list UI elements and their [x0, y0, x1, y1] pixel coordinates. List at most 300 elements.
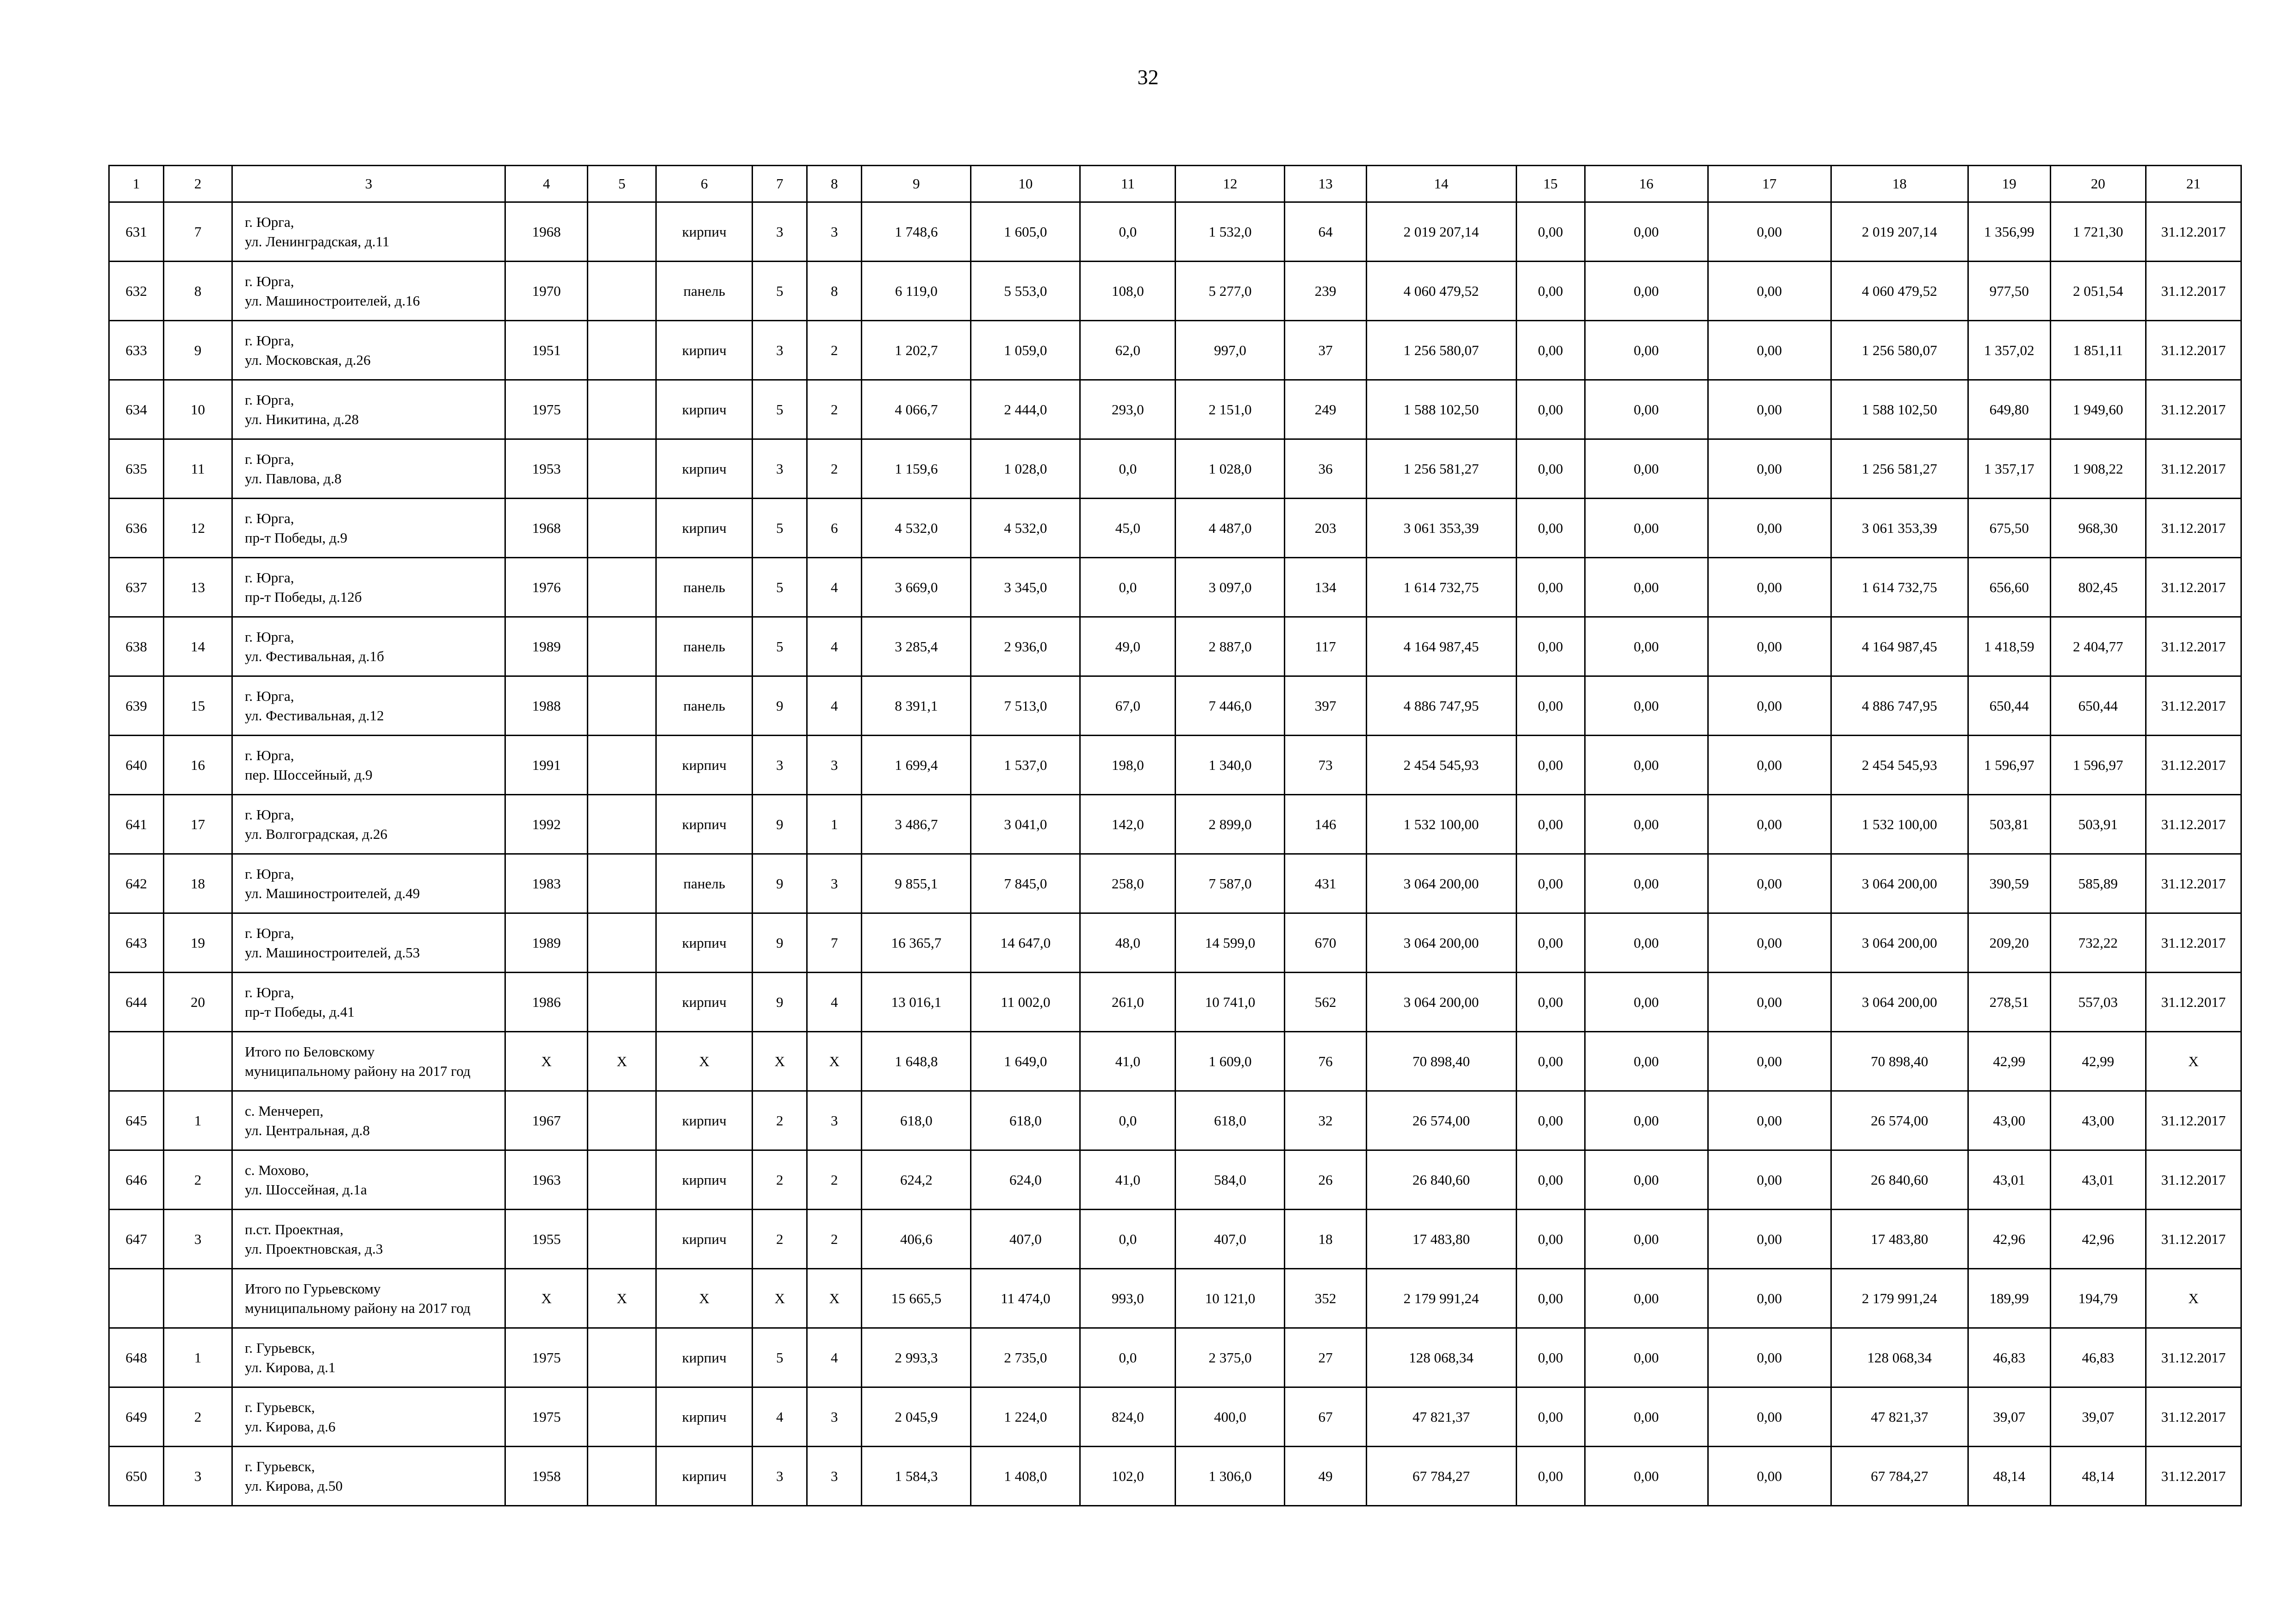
table-cell-col-13: 249	[1285, 380, 1366, 439]
table-cell-col-20: 802,45	[2050, 558, 2146, 617]
table-cell-col-13: 352	[1285, 1269, 1366, 1328]
table-cell-col-20: 43,00	[2050, 1091, 2146, 1150]
table-cell-col-1: 648	[109, 1328, 164, 1387]
table-cell-col-4: 1955	[505, 1210, 588, 1269]
address-line-1: г. Гурьевск,	[245, 1458, 315, 1474]
table-cell-col-15: 0,00	[1516, 1447, 1585, 1506]
table-cell-col-15: 0,00	[1516, 380, 1585, 439]
table-cell-col-19: 675,50	[1968, 499, 2050, 558]
table-cell-col-9: 3 285,4	[862, 617, 971, 676]
column-number-header: 4	[505, 166, 588, 202]
table-cell-col-16: 0,00	[1585, 262, 1708, 321]
table-cell-col-20: 585,89	[2050, 854, 2146, 913]
table-cell-col-10: 11 474,0	[971, 1269, 1080, 1328]
column-number-header: 16	[1585, 166, 1708, 202]
table-cell-col-9: 6 119,0	[862, 262, 971, 321]
table-cell-col-10: 2 735,0	[971, 1328, 1080, 1387]
table-cell-col-6: кирпич	[656, 913, 753, 973]
table-cell-col-21: 31.12.2017	[2146, 1210, 2241, 1269]
table-cell-col-1: 644	[109, 973, 164, 1032]
table-cell-col-5	[588, 321, 656, 380]
address-line-1: г. Гурьевск,	[245, 1339, 315, 1356]
table-cell-col-8: 4	[807, 617, 862, 676]
table-cell-col-11: 0,0	[1080, 1328, 1176, 1387]
column-number-header: 3	[232, 166, 505, 202]
table-cell-col-11: 0,0	[1080, 439, 1176, 499]
table-cell-col-4: X	[505, 1269, 588, 1328]
table-cell-col-15: 0,00	[1516, 854, 1585, 913]
table-cell-col-14: 4 164 987,45	[1366, 617, 1516, 676]
column-number-header: 7	[753, 166, 807, 202]
table-cell-col-17: 0,00	[1708, 262, 1831, 321]
table-cell-col-18: 4 164 987,45	[1831, 617, 1968, 676]
table-cell-col-17: 0,00	[1708, 736, 1831, 795]
table-cell-col-2: 12	[164, 499, 232, 558]
table-cell-col-9: 3 486,7	[862, 795, 971, 854]
table-cell-col-6: кирпич	[656, 321, 753, 380]
table-cell-col-20: 1 851,11	[2050, 321, 2146, 380]
table-cell-col-1: 647	[109, 1210, 164, 1269]
table-cell-col-9: 9 855,1	[862, 854, 971, 913]
table-row	[109, 1447, 2241, 1506]
column-number-header: 14	[1366, 166, 1516, 202]
table-cell-col-12: 3 097,0	[1176, 558, 1285, 617]
table-cell-col-14: 1 588 102,50	[1366, 380, 1516, 439]
table-cell-col-2: 1	[164, 1091, 232, 1150]
column-number-header: 15	[1516, 166, 1585, 202]
table-cell-col-13: 36	[1285, 439, 1366, 499]
table-cell-col-15: 0,00	[1516, 1328, 1585, 1387]
table-cell-col-7: 9	[753, 795, 807, 854]
table-cell-col-19: 278,51	[1968, 973, 2050, 1032]
table-cell-col-14: 3 064 200,00	[1366, 854, 1516, 913]
address-line-1: г. Юрга,	[245, 865, 294, 882]
table-header	[109, 166, 2241, 202]
table-cell-col-19: 390,59	[1968, 854, 2050, 913]
table-cell-col-14: 70 898,40	[1366, 1032, 1516, 1091]
table-cell-col-18: 128 068,34	[1831, 1328, 1968, 1387]
table-cell-col-21: 31.12.2017	[2146, 736, 2241, 795]
table-cell-col-10: 3 345,0	[971, 558, 1080, 617]
table-cell-col-6: кирпич	[656, 1447, 753, 1506]
table-cell-col-6: кирпич	[656, 499, 753, 558]
table-cell-col-7: 9	[753, 913, 807, 973]
table-cell-col-10: 2 444,0	[971, 380, 1080, 439]
table-cell-col-1: 646	[109, 1150, 164, 1210]
table-cell-col-4: 1983	[505, 854, 588, 913]
address-line-2: ул. Ленинградская, д.11	[245, 233, 390, 250]
address-line-2: ул. Никитина, д.28	[245, 411, 359, 427]
table-cell-col-7: 5	[753, 1328, 807, 1387]
table-cell-col-11: 45,0	[1080, 499, 1176, 558]
table-cell-col-7: X	[753, 1269, 807, 1328]
table-cell-col-12: 14 599,0	[1176, 913, 1285, 973]
address-cell	[232, 262, 505, 321]
column-number-header: 6	[656, 166, 753, 202]
column-number-header: 5	[588, 166, 656, 202]
address-line-1: г. Юрга,	[245, 510, 294, 526]
table-cell-col-8: 7	[807, 913, 862, 973]
table-cell-col-2	[164, 1032, 232, 1091]
table-cell-col-21: 31.12.2017	[2146, 795, 2241, 854]
table-cell-col-12: 407,0	[1176, 1210, 1285, 1269]
table-cell-col-7: 5	[753, 499, 807, 558]
table-cell-col-17: 0,00	[1708, 1210, 1831, 1269]
table-cell-col-12: 1 609,0	[1176, 1032, 1285, 1091]
table-cell-col-20: 2 051,54	[2050, 262, 2146, 321]
table-cell-col-14: 3 064 200,00	[1366, 973, 1516, 1032]
column-number-header: 18	[1831, 166, 1968, 202]
table-cell-col-13: 18	[1285, 1210, 1366, 1269]
table-cell-col-15: 0,00	[1516, 1387, 1585, 1447]
table-cell-col-20: 1 596,97	[2050, 736, 2146, 795]
table-cell-col-9: 4 532,0	[862, 499, 971, 558]
address-line-2: муниципальному району на 2017 год	[245, 1062, 471, 1079]
address-line-2: ул. Кирова, д.50	[245, 1477, 343, 1494]
table-cell-col-2: 11	[164, 439, 232, 499]
address-line-2: пр-т Победы, д.12б	[245, 588, 362, 605]
table-cell-col-2: 15	[164, 676, 232, 736]
address-line-2: ул. Проектновская, д.3	[245, 1240, 383, 1257]
table-cell-col-17: 0,00	[1708, 617, 1831, 676]
table-cell-col-8: 1	[807, 795, 862, 854]
table-cell-col-2: 1	[164, 1328, 232, 1387]
table-cell-col-13: 670	[1285, 913, 1366, 973]
table-cell-col-7: 3	[753, 439, 807, 499]
table-cell-col-1: 642	[109, 854, 164, 913]
table-cell-col-17: 0,00	[1708, 973, 1831, 1032]
table-cell-col-16: 0,00	[1585, 1032, 1708, 1091]
table-cell-col-11: 258,0	[1080, 854, 1176, 913]
table-cell-col-12: 10 741,0	[1176, 973, 1285, 1032]
table-row	[109, 202, 2241, 262]
table-row	[109, 617, 2241, 676]
table-cell-col-8: X	[807, 1032, 862, 1091]
table-cell-col-9: 15 665,5	[862, 1269, 971, 1328]
table-cell-col-21: 31.12.2017	[2146, 1091, 2241, 1150]
table-cell-col-9: 1 648,8	[862, 1032, 971, 1091]
table-cell-col-14: 4 886 747,95	[1366, 676, 1516, 736]
table-cell-col-8: 3	[807, 202, 862, 262]
table-cell-col-10: 4 532,0	[971, 499, 1080, 558]
table-cell-col-10: 407,0	[971, 1210, 1080, 1269]
table-cell-col-17: 0,00	[1708, 795, 1831, 854]
table-cell-col-14: 128 068,34	[1366, 1328, 1516, 1387]
table-cell-col-20: 48,14	[2050, 1447, 2146, 1506]
table-cell-col-6: кирпич	[656, 1210, 753, 1269]
address-line-2: ул. Кирова, д.1	[245, 1359, 336, 1375]
table-cell-col-14: 2 019 207,14	[1366, 202, 1516, 262]
table-cell-col-2: 19	[164, 913, 232, 973]
address-line-2: ул. Машиностроителей, д.49	[245, 885, 420, 901]
table-cell-col-12: 7 446,0	[1176, 676, 1285, 736]
table-cell-col-18: 3 064 200,00	[1831, 854, 1968, 913]
column-number-row	[109, 166, 2241, 202]
table-row	[109, 380, 2241, 439]
table-cell-col-4: 1988	[505, 676, 588, 736]
table-cell-col-14: 1 614 732,75	[1366, 558, 1516, 617]
table-cell-col-6: X	[656, 1269, 753, 1328]
table-cell-col-21: 31.12.2017	[2146, 676, 2241, 736]
table-cell-col-19: 39,07	[1968, 1387, 2050, 1447]
table-cell-col-16: 0,00	[1585, 676, 1708, 736]
table-cell-col-15: 0,00	[1516, 499, 1585, 558]
table-row	[109, 558, 2241, 617]
address-cell	[232, 380, 505, 439]
table-cell-col-18: 17 483,80	[1831, 1210, 1968, 1269]
table-cell-col-4: 1975	[505, 1387, 588, 1447]
table-cell-col-8: 2	[807, 380, 862, 439]
table-cell-col-7: 4	[753, 1387, 807, 1447]
column-number-header: 10	[971, 166, 1080, 202]
table-cell-col-2: 8	[164, 262, 232, 321]
table-cell-col-16: 0,00	[1585, 202, 1708, 262]
table-row	[109, 499, 2241, 558]
table-cell-col-21: 31.12.2017	[2146, 973, 2241, 1032]
address-line-1: п.ст. Проектная,	[245, 1221, 343, 1237]
address-cell	[232, 617, 505, 676]
table-cell-col-11: 198,0	[1080, 736, 1176, 795]
table-cell-col-15: 0,00	[1516, 202, 1585, 262]
table-cell-col-2: 16	[164, 736, 232, 795]
table-cell-col-10: 1 028,0	[971, 439, 1080, 499]
table-cell-col-20: 1 721,30	[2050, 202, 2146, 262]
table-cell-col-17: 0,00	[1708, 321, 1831, 380]
table-cell-col-4: 1963	[505, 1150, 588, 1210]
column-number-header: 19	[1968, 166, 2050, 202]
table-cell-col-5	[588, 380, 656, 439]
address-line-1: Итого по Беловскому	[245, 1043, 375, 1060]
table-cell-col-8: 3	[807, 736, 862, 795]
column-number-header: 9	[862, 166, 971, 202]
table-cell-col-15: 0,00	[1516, 1032, 1585, 1091]
table-cell-col-12: 2 899,0	[1176, 795, 1285, 854]
table-cell-col-21: 31.12.2017	[2146, 1387, 2241, 1447]
column-number-header: 13	[1285, 166, 1366, 202]
table-cell-col-2	[164, 1269, 232, 1328]
table-cell-col-6: кирпич	[656, 380, 753, 439]
table-cell-col-19: 1 356,99	[1968, 202, 2050, 262]
table-cell-col-18: 1 256 581,27	[1831, 439, 1968, 499]
table-cell-col-21: 31.12.2017	[2146, 913, 2241, 973]
housing-register-table	[108, 165, 2242, 1506]
table-cell-col-19: 189,99	[1968, 1269, 2050, 1328]
table-cell-col-12: 997,0	[1176, 321, 1285, 380]
table-cell-col-7: X	[753, 1032, 807, 1091]
table-cell-col-4: 1968	[505, 499, 588, 558]
table-cell-col-16: 0,00	[1585, 499, 1708, 558]
table-cell-col-12: 4 487,0	[1176, 499, 1285, 558]
table-cell-col-19: 46,83	[1968, 1328, 2050, 1387]
table-row	[109, 1150, 2241, 1210]
table-cell-col-4: 1951	[505, 321, 588, 380]
address-cell	[232, 973, 505, 1032]
table-cell-col-10: 2 936,0	[971, 617, 1080, 676]
address-cell	[232, 854, 505, 913]
table-cell-col-8: 4	[807, 1328, 862, 1387]
table-cell-col-5	[588, 439, 656, 499]
table-cell-col-2: 20	[164, 973, 232, 1032]
table-cell-col-15: 0,00	[1516, 262, 1585, 321]
table-cell-col-14: 17 483,80	[1366, 1210, 1516, 1269]
address-cell	[232, 676, 505, 736]
address-line-2: ул. Центральная, д.8	[245, 1122, 370, 1138]
table-cell-col-4: 1991	[505, 736, 588, 795]
table-cell-col-10: 618,0	[971, 1091, 1080, 1150]
table-cell-col-13: 32	[1285, 1091, 1366, 1150]
table-cell-col-8: 8	[807, 262, 862, 321]
table-cell-col-16: 0,00	[1585, 321, 1708, 380]
table-cell-col-21: 31.12.2017	[2146, 1447, 2241, 1506]
table-cell-col-10: 1 224,0	[971, 1387, 1080, 1447]
table-cell-col-5	[588, 1210, 656, 1269]
table-row	[109, 913, 2241, 973]
table-cell-col-6: панель	[656, 676, 753, 736]
table-cell-col-6: кирпич	[656, 1091, 753, 1150]
table-cell-col-8: 6	[807, 499, 862, 558]
table-row	[109, 321, 2241, 380]
table-cell-col-5	[588, 262, 656, 321]
table-cell-col-21: 31.12.2017	[2146, 1328, 2241, 1387]
table-cell-col-10: 7 513,0	[971, 676, 1080, 736]
table-cell-col-5	[588, 973, 656, 1032]
table-cell-col-16: 0,00	[1585, 854, 1708, 913]
table-cell-col-7: 2	[753, 1091, 807, 1150]
address-line-1: с. Менчереп,	[245, 1102, 324, 1119]
table-cell-col-9: 1 584,3	[862, 1447, 971, 1506]
table-cell-col-6: кирпич	[656, 1328, 753, 1387]
table-cell-col-4: 1986	[505, 973, 588, 1032]
table-cell-col-21: 31.12.2017	[2146, 1150, 2241, 1210]
table-cell-col-14: 3 061 353,39	[1366, 499, 1516, 558]
table-cell-col-20: 46,83	[2050, 1328, 2146, 1387]
table-cell-col-18: 47 821,37	[1831, 1387, 1968, 1447]
table-cell-col-18: 2 019 207,14	[1831, 202, 1968, 262]
table-row	[109, 1091, 2241, 1150]
table-cell-col-18: 1 614 732,75	[1831, 558, 1968, 617]
table-cell-col-2: 18	[164, 854, 232, 913]
table-cell-col-12: 2 151,0	[1176, 380, 1285, 439]
table-cell-col-16: 0,00	[1585, 558, 1708, 617]
table-cell-col-5	[588, 558, 656, 617]
table-cell-col-18: 3 064 200,00	[1831, 913, 1968, 973]
table-cell-col-20: 194,79	[2050, 1269, 2146, 1328]
table-cell-col-5	[588, 854, 656, 913]
address-line-2: ул. Шоссейная, д.1а	[245, 1181, 367, 1198]
address-cell	[232, 1032, 505, 1091]
table-cell-col-12: 400,0	[1176, 1387, 1285, 1447]
table-cell-col-19: 1 418,59	[1968, 617, 2050, 676]
table-cell-col-16: 0,00	[1585, 795, 1708, 854]
table-cell-col-5: X	[588, 1032, 656, 1091]
table-cell-col-16: 0,00	[1585, 736, 1708, 795]
table-cell-col-18: 1 256 580,07	[1831, 321, 1968, 380]
table-cell-col-18: 2 454 545,93	[1831, 736, 1968, 795]
table-row	[109, 676, 2241, 736]
table-row	[109, 1269, 2241, 1328]
table-cell-col-8: 3	[807, 1447, 862, 1506]
table-cell-col-10: 1 605,0	[971, 202, 1080, 262]
table-cell-col-17: 0,00	[1708, 439, 1831, 499]
table-cell-col-19: 1 357,02	[1968, 321, 2050, 380]
table-cell-col-13: 146	[1285, 795, 1366, 854]
table-cell-col-1: 633	[109, 321, 164, 380]
table-cell-col-13: 26	[1285, 1150, 1366, 1210]
table-cell-col-20: 1 949,60	[2050, 380, 2146, 439]
table-cell-col-19: 650,44	[1968, 676, 2050, 736]
table-cell-col-11: 261,0	[1080, 973, 1176, 1032]
table-cell-col-2: 7	[164, 202, 232, 262]
table-cell-col-5	[588, 1150, 656, 1210]
table-cell-col-20: 2 404,77	[2050, 617, 2146, 676]
table-cell-col-5	[588, 1328, 656, 1387]
table-cell-col-10: 5 553,0	[971, 262, 1080, 321]
address-cell	[232, 1210, 505, 1269]
address-line-2: ул. Машиностроителей, д.16	[245, 292, 420, 309]
table-cell-col-9: 624,2	[862, 1150, 971, 1210]
table-cell-col-10: 3 041,0	[971, 795, 1080, 854]
table-cell-col-18: 70 898,40	[1831, 1032, 1968, 1091]
page-number: 32	[1137, 65, 1159, 89]
address-cell	[232, 439, 505, 499]
table-cell-col-7: 5	[753, 380, 807, 439]
table-cell-col-15: 0,00	[1516, 1210, 1585, 1269]
address-line-2: ул. Волгоградская, д.26	[245, 825, 387, 842]
address-line-1: г. Юрга,	[245, 332, 294, 349]
table-cell-col-15: 0,00	[1516, 1091, 1585, 1150]
table-cell-col-14: 26 574,00	[1366, 1091, 1516, 1150]
table-cell-col-19: 42,96	[1968, 1210, 2050, 1269]
table-cell-col-7: 2	[753, 1150, 807, 1210]
table-cell-col-14: 1 532 100,00	[1366, 795, 1516, 854]
table-cell-col-18: 1 588 102,50	[1831, 380, 1968, 439]
address-line-1: г. Юрга,	[245, 569, 294, 586]
table-cell-col-14: 2 454 545,93	[1366, 736, 1516, 795]
table-cell-col-19: 656,60	[1968, 558, 2050, 617]
table-cell-col-16: 0,00	[1585, 1269, 1708, 1328]
table-row	[109, 1328, 2241, 1387]
table-cell-col-19: 649,80	[1968, 380, 2050, 439]
table-cell-col-10: 7 845,0	[971, 854, 1080, 913]
table-cell-col-20: 42,96	[2050, 1210, 2146, 1269]
table-cell-col-18: 2 179 991,24	[1831, 1269, 1968, 1328]
table-cell-col-19: 1 357,17	[1968, 439, 2050, 499]
address-cell	[232, 321, 505, 380]
table-cell-col-14: 1 256 581,27	[1366, 439, 1516, 499]
table-body	[109, 202, 2241, 1506]
table-cell-col-11: 108,0	[1080, 262, 1176, 321]
table-cell-col-6: кирпич	[656, 736, 753, 795]
table-cell-col-16: 0,00	[1585, 1447, 1708, 1506]
table-cell-col-5	[588, 913, 656, 973]
table-cell-col-11: 142,0	[1080, 795, 1176, 854]
address-cell	[232, 795, 505, 854]
table-cell-col-11: 62,0	[1080, 321, 1176, 380]
address-line-1: г. Юрга,	[245, 450, 294, 467]
table-cell-col-21: 31.12.2017	[2146, 617, 2241, 676]
table-cell-col-14: 47 821,37	[1366, 1387, 1516, 1447]
table-cell-col-10: 624,0	[971, 1150, 1080, 1210]
table-cell-col-1: 634	[109, 380, 164, 439]
table-cell-col-4: 1968	[505, 202, 588, 262]
table-cell-col-1: 632	[109, 262, 164, 321]
address-line-2: ул. Павлова, д.8	[245, 470, 342, 487]
table-cell-col-20: 39,07	[2050, 1387, 2146, 1447]
table-cell-col-13: 73	[1285, 736, 1366, 795]
table-cell-col-21: X	[2146, 1032, 2241, 1091]
table-cell-col-20: 968,30	[2050, 499, 2146, 558]
address-cell	[232, 499, 505, 558]
